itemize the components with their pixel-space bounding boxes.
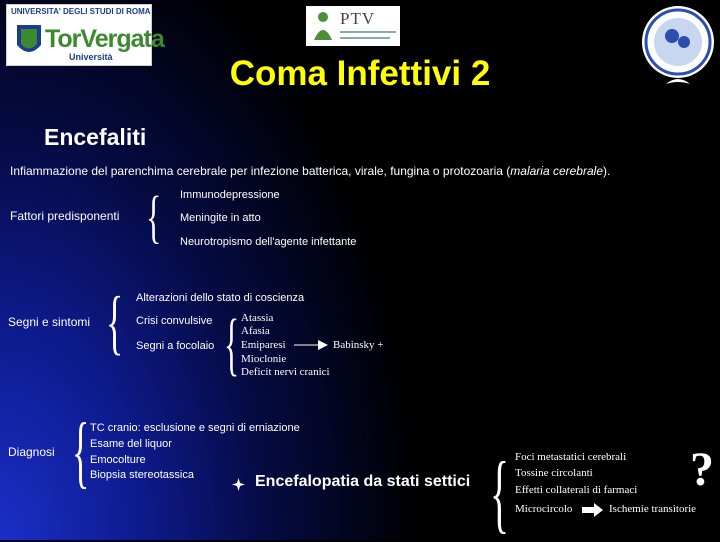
university-logo-name: TorVergata <box>45 25 164 53</box>
intro-text-end: ). <box>603 164 611 178</box>
question-mark: ? <box>690 443 714 496</box>
differential-item: Foci metastatici cerebrali <box>515 451 627 463</box>
ptv-figure-icon <box>310 10 336 42</box>
differential-item: Microcircolo <box>515 503 573 515</box>
university-logo-top-text: UNIVERSITA' DEGLI STUDI DI ROMA <box>11 7 151 16</box>
ptv-logo-caption <box>340 37 390 39</box>
fattori-brace: { <box>146 184 162 249</box>
focal-sign: Afasia <box>241 325 270 337</box>
arrow-right-icon <box>294 339 330 351</box>
segni-item: Alterazioni dello stato di coscienza <box>136 292 305 304</box>
ptv-logo <box>306 6 400 46</box>
university-logo-sub: Università <box>69 52 113 62</box>
fattori-item: Meningite in atto <box>180 212 261 224</box>
intro-text-main: Infiammazione del parenchima cerebrale per infezione batterica, virale, fungina o protozoaria ( <box>10 164 511 178</box>
intro-text <box>10 164 610 178</box>
focal-sign: Emiparesi <box>241 339 286 351</box>
segni-item: Segni a focolaio <box>136 340 215 352</box>
differential-title: Encefalopatia da stati settici <box>255 473 471 490</box>
fattori-item: Neurotropismo dell'agente infettante <box>180 236 357 248</box>
diagnosi-item: Esame del liquor <box>90 438 172 450</box>
page-title: Coma Infettivi 2 <box>229 54 491 93</box>
section-heading: Encefaliti <box>44 124 147 150</box>
differential-brace: { <box>490 445 510 542</box>
intro-text-italic: malaria cerebrale <box>510 164 603 178</box>
fattori-label: Fattori predisponenti <box>10 209 120 223</box>
focal-brace: { <box>224 306 240 383</box>
focal-sign: Mioclonie <box>241 353 287 365</box>
focal-sign: Deficit nervi cranici <box>241 366 330 378</box>
diagnosi-item: TC cranio: esclusione e segni di erniazione <box>90 422 300 434</box>
focal-sign: Atassia <box>241 312 274 324</box>
segni-brace: { <box>106 282 124 362</box>
diamond-bullet-icon <box>232 478 245 491</box>
diagnosi-brace: { <box>72 408 90 496</box>
ptv-logo-text: PTV <box>340 9 376 28</box>
arrow-right-icon <box>582 503 604 517</box>
segni-label: Segni e sintomi <box>8 315 91 329</box>
differential-item: Effetti collaterali di farmaci <box>515 484 638 496</box>
ptv-logo-caption <box>340 31 396 33</box>
segni-item: Crisi convulsive <box>136 315 213 327</box>
diagnosi-label: Diagnosi <box>8 445 55 459</box>
diagnosi-item: Emocolture <box>90 454 146 466</box>
fattori-item: Immunodepressione <box>180 189 280 201</box>
diagnosi-item: Biopsia stereotassica <box>90 469 194 481</box>
differential-item: Tossine circolanti <box>515 467 593 479</box>
babinsky-text: Babinsky + <box>333 339 384 351</box>
microcircolo-result: Ischemie transitorie <box>609 503 697 515</box>
